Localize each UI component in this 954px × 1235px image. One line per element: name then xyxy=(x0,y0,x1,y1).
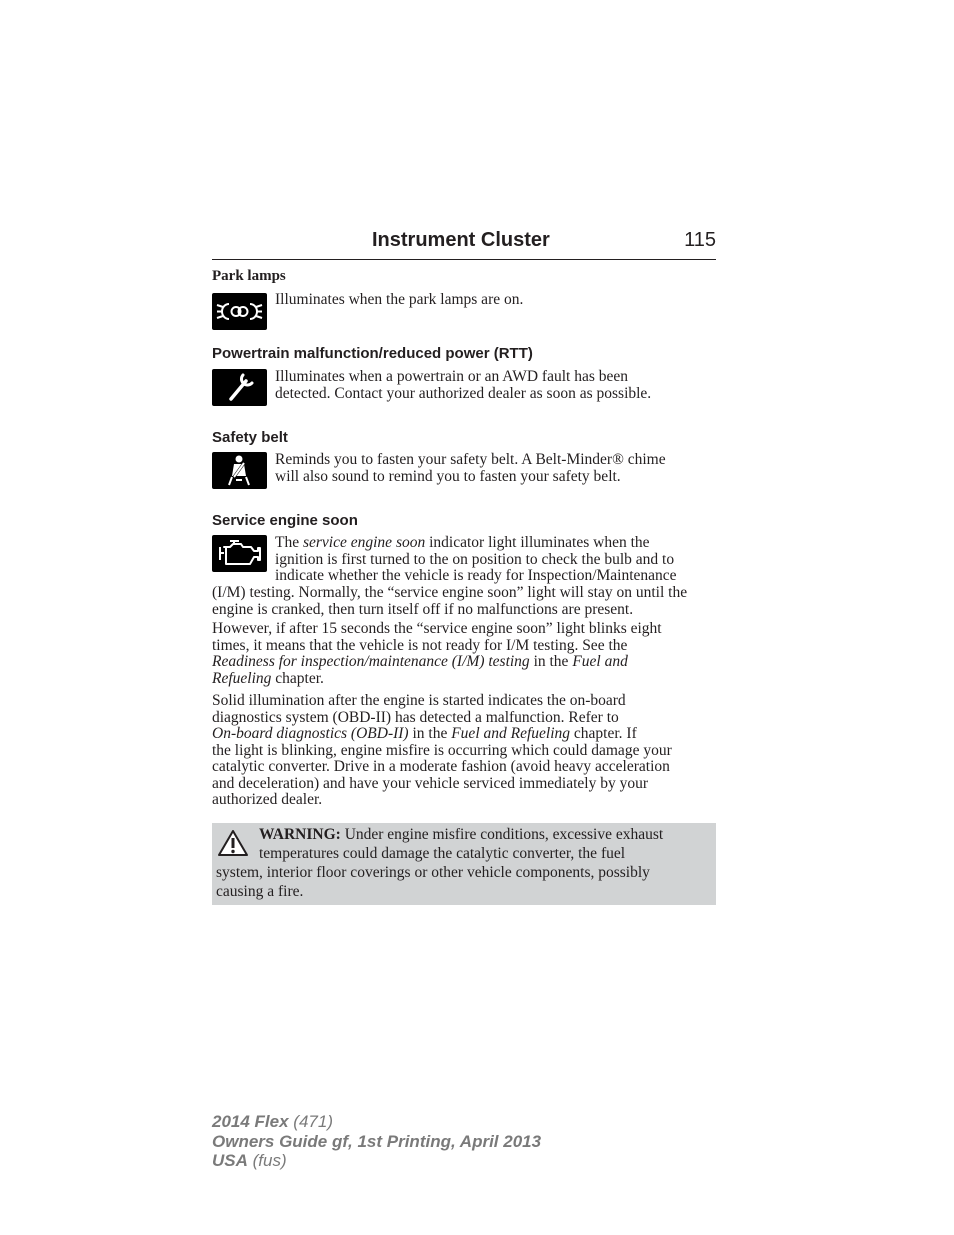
service-engine-heading: Service engine soon xyxy=(212,512,358,529)
engine-para-2: However, if after 15 seconds the “service engine soon” light blinks eight times, it means that the vehicle is not ready for I/M testing. See the Readiness for inspection/maintenance (I/M) testing in the Fuel and Refueling chapter. xyxy=(212,620,662,687)
page-header xyxy=(212,229,716,260)
powertrain-heading: Powertrain malfunction/reduced power (RTT) xyxy=(212,345,533,362)
page-footer: 2014 Flex (471) Owners Guide gf, 1st Printing, April 2013 USA (fus) xyxy=(212,1112,542,1170)
powertrain-text: Illuminates when a powertrain or an AWD fault has been detected. Contact your authorized dealer as soon as possible. xyxy=(275,368,652,402)
engine-para-1-bottom: (I/M) testing. Normally, the “service engine soon” light will stay on until the engine is cranked, then turn itself off if no malfunctions are present. xyxy=(212,584,688,618)
page-title: Instrument Cluster xyxy=(372,229,550,251)
engine-para-1-top: The service engine soon indicator light illuminates when the ignition is first turned to the on position to check the bulb and to indicate whether the vehicle is ready for Inspection/Maintenance xyxy=(275,534,677,584)
engine-icon xyxy=(212,535,267,572)
warning-box xyxy=(212,823,716,905)
park-lamps-heading: Park lamps xyxy=(212,268,286,284)
seatbelt-icon xyxy=(212,452,267,489)
safety-belt-text: Reminds you to fasten your safety belt. A Belt-Minder® chime will also sound to remind you to fasten your safety belt. xyxy=(275,451,666,485)
engine-para-3: Solid illumination after the engine is started indicates the on-board diagnostics system (OBD-II) has detected a malfunction. Refer to On-board diagnostics (OBD-II) in the Fuel and Refueling chapter. If the light is blinking, engine misfire is occurring which could damage your catalytic converter. Drive in a moderate fashion (avoid heavy acceleration and deceleration) and have your vehicle serviced immediately by your authorized dealer. xyxy=(212,692,672,808)
warning-text: WARNING: Under engine misfire conditions, excessive exhaust temperatures could damage the catalytic converter, the fuel system, interior floor coverings or other vehicle components, possibly causing a fire. xyxy=(216,826,664,900)
page-number: 115 xyxy=(684,229,716,251)
park-lamps-icon xyxy=(212,293,267,330)
wrench-icon xyxy=(212,369,267,406)
safety-belt-heading: Safety belt xyxy=(212,429,288,446)
park-lamps-text: Illuminates when the park lamps are on. xyxy=(275,291,524,308)
